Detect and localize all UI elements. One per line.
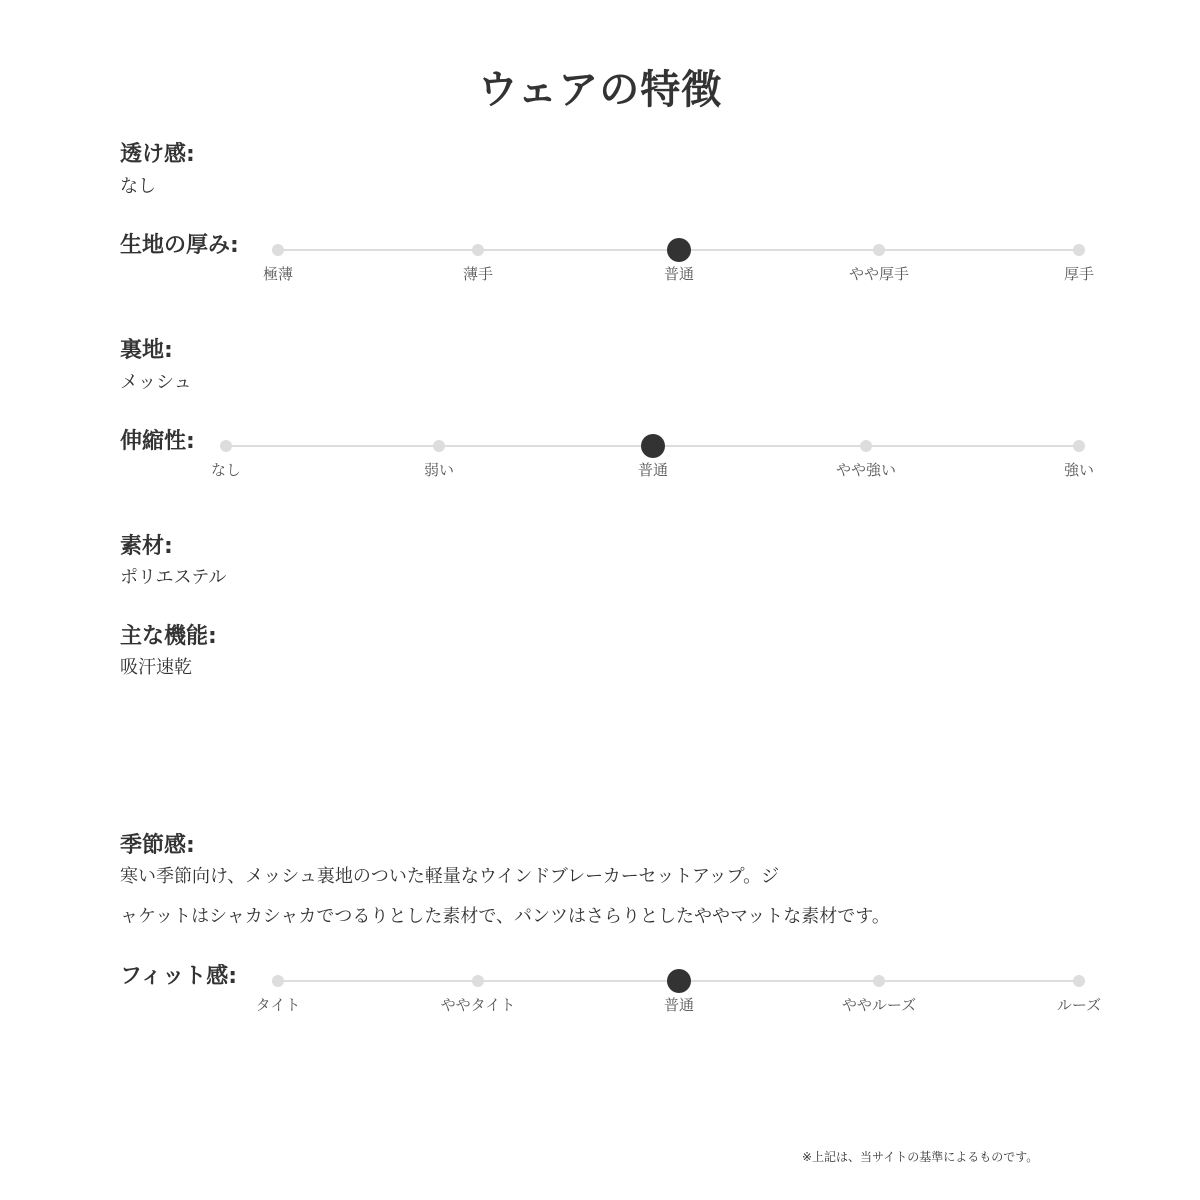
thickness-dot-4 <box>1073 244 1085 256</box>
page-title: ウェアの特徴 <box>477 67 723 113</box>
thickness-scale <box>0 250 1200 290</box>
lining-value: メッシュ <box>120 372 192 393</box>
thickness-dot-1 <box>472 244 484 256</box>
season-label: 季節感: <box>120 833 195 858</box>
footnote: ※上記は、当サイトの基準によるものです。 <box>802 1150 1039 1164</box>
material-label: 素材: <box>120 534 173 559</box>
fit-option-label: ルーズ <box>1056 996 1102 1014</box>
fit-label: フィット感: <box>120 964 238 989</box>
material-value: ポリエステル <box>120 567 227 588</box>
fit-dot-4 <box>1073 975 1085 987</box>
functions-label: 主な機能: <box>120 624 217 649</box>
stretch-dot-0 <box>220 440 232 452</box>
fit-option-label: タイト <box>255 996 301 1014</box>
fit-dot-1 <box>472 975 484 987</box>
transparency-label: 透け感: <box>120 142 195 167</box>
thickness-option-label: 普通 <box>663 265 695 283</box>
stretch-selected-dot <box>641 434 665 458</box>
thickness-dot-0 <box>272 244 284 256</box>
fit-selected-dot <box>667 969 691 993</box>
thickness-label: 生地の厚み: <box>120 233 239 258</box>
stretch-label: 伸縮性: <box>120 429 195 454</box>
season-description-line-1: 寒い季節向け、メッシュ裏地のついた軽量なウインドブレーカーセットアップ。ジ <box>120 866 780 887</box>
stretch-option-label: やや強い <box>835 461 897 479</box>
thickness-option-label: 極薄 <box>262 265 294 283</box>
stretch-dot-1 <box>433 440 445 452</box>
fit-option-label: ややルーズ <box>841 996 917 1014</box>
fit-scale <box>0 981 1200 1021</box>
functions-value: 吸汗速乾 <box>120 657 192 678</box>
transparency-value: なし <box>120 176 156 197</box>
thickness-selected-dot <box>667 238 691 262</box>
fit-dot-3 <box>873 975 885 987</box>
stretch-scale <box>0 446 1200 486</box>
thickness-dot-3 <box>873 244 885 256</box>
stretch-option-label: 強い <box>1063 461 1095 479</box>
stretch-option-label: 普通 <box>637 461 669 479</box>
fit-option-label: 普通 <box>663 996 695 1014</box>
stretch-option-label: なし <box>210 461 242 479</box>
stretch-option-label: 弱い <box>423 461 455 479</box>
lining-label: 裏地: <box>120 338 173 363</box>
thickness-option-label: 薄手 <box>462 265 494 283</box>
thickness-option-label: やや厚手 <box>848 265 910 283</box>
fit-dot-0 <box>272 975 284 987</box>
stretch-dot-3 <box>860 440 872 452</box>
stretch-dot-4 <box>1073 440 1085 452</box>
season-description-line-2: ャケットはシャカシャカでつるりとした素材で、パンツはさらりとしたややマットな素材です。 <box>120 906 890 927</box>
fit-option-label: ややタイト <box>440 996 516 1014</box>
thickness-option-label: 厚手 <box>1063 265 1095 283</box>
